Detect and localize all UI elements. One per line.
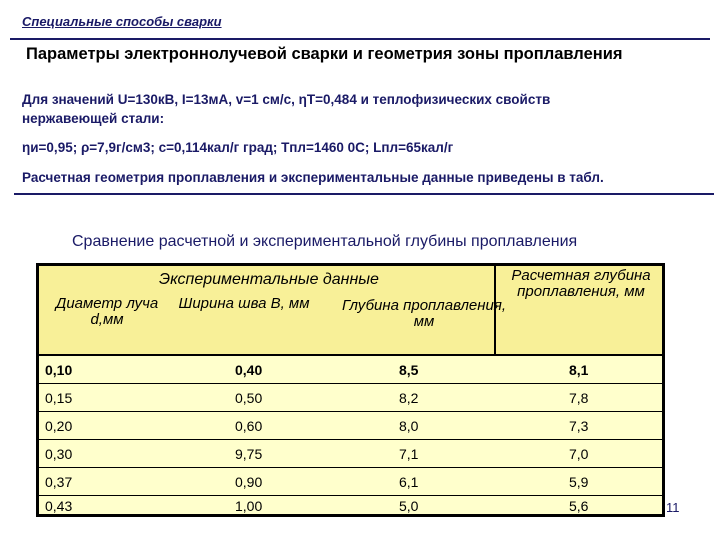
table-header (39, 266, 662, 354)
table-row (39, 496, 662, 514)
table-row (39, 412, 662, 439)
cell-width: 0,40 (235, 362, 263, 378)
cell-calculated: 8,1 (569, 362, 589, 378)
params-line-2: нержавеющей стали: (22, 111, 165, 126)
cell-diameter: 0,30 (45, 446, 73, 462)
cell-diameter: 0,10 (45, 362, 73, 378)
header-calculated-depth: Расчетная глубина проплавления, мм (511, 267, 651, 300)
cell-width: 0,60 (235, 418, 263, 434)
cell-depth: 8,5 (399, 362, 419, 378)
header-divider (494, 266, 496, 354)
cell-depth: 8,2 (399, 390, 419, 406)
cell-calculated: 7,8 (569, 390, 589, 406)
params-line-4: Расчетная геометрия проплавления и экспериментальные данные приведены в табл. (22, 170, 604, 185)
header-diameter: Диаметр луча d,мм (55, 295, 159, 328)
header-width: Ширина шва В, мм (178, 295, 310, 312)
cell-diameter: 0,37 (45, 474, 73, 490)
cell-diameter: 0,43 (45, 498, 73, 514)
cell-calculated: 7,3 (569, 418, 589, 434)
cell-width: 9,75 (235, 446, 263, 462)
comparison-table (36, 263, 665, 517)
table-row (39, 356, 662, 383)
cell-calculated: 7,0 (569, 446, 589, 462)
params-line-1: Для значений U=130кВ, I=13мА, v=1 см/с, ηТ=0,484 и теплофизических свойств (22, 92, 551, 107)
cell-depth: 5,0 (399, 498, 419, 514)
section-title: Специальные способы сварки (22, 14, 222, 29)
cell-depth: 7,1 (399, 446, 419, 462)
divider (14, 193, 714, 195)
cell-width: 0,50 (235, 390, 263, 406)
page-number: 11 (666, 500, 680, 515)
cell-diameter: 0,15 (45, 390, 73, 406)
table-row (39, 384, 662, 411)
table-row (39, 468, 662, 495)
cell-depth: 8,0 (399, 418, 419, 434)
header-depth: Глубина проплавления, мм (341, 297, 507, 330)
table-row (39, 440, 662, 467)
params-line-3: ηи=0,95; ρ=7,9г/см3; с=0,114кал/г град; Тпл=1460 0С; Lпл=65кал/г (22, 140, 454, 155)
table-caption: Сравнение расчетной и экспериментальной глубины проплавления (72, 233, 578, 250)
cell-calculated: 5,6 (569, 498, 589, 514)
cell-depth: 6,1 (399, 474, 419, 490)
cell-width: 0,90 (235, 474, 263, 490)
cell-width: 1,00 (235, 498, 263, 514)
cell-diameter: 0,20 (45, 418, 73, 434)
slide-title: Параметры электроннолучевой сварки и геометрия зоны проплавления (10, 38, 710, 69)
cell-calculated: 5,9 (569, 474, 589, 490)
header-experimental: Экспериментальные данные (159, 271, 379, 288)
